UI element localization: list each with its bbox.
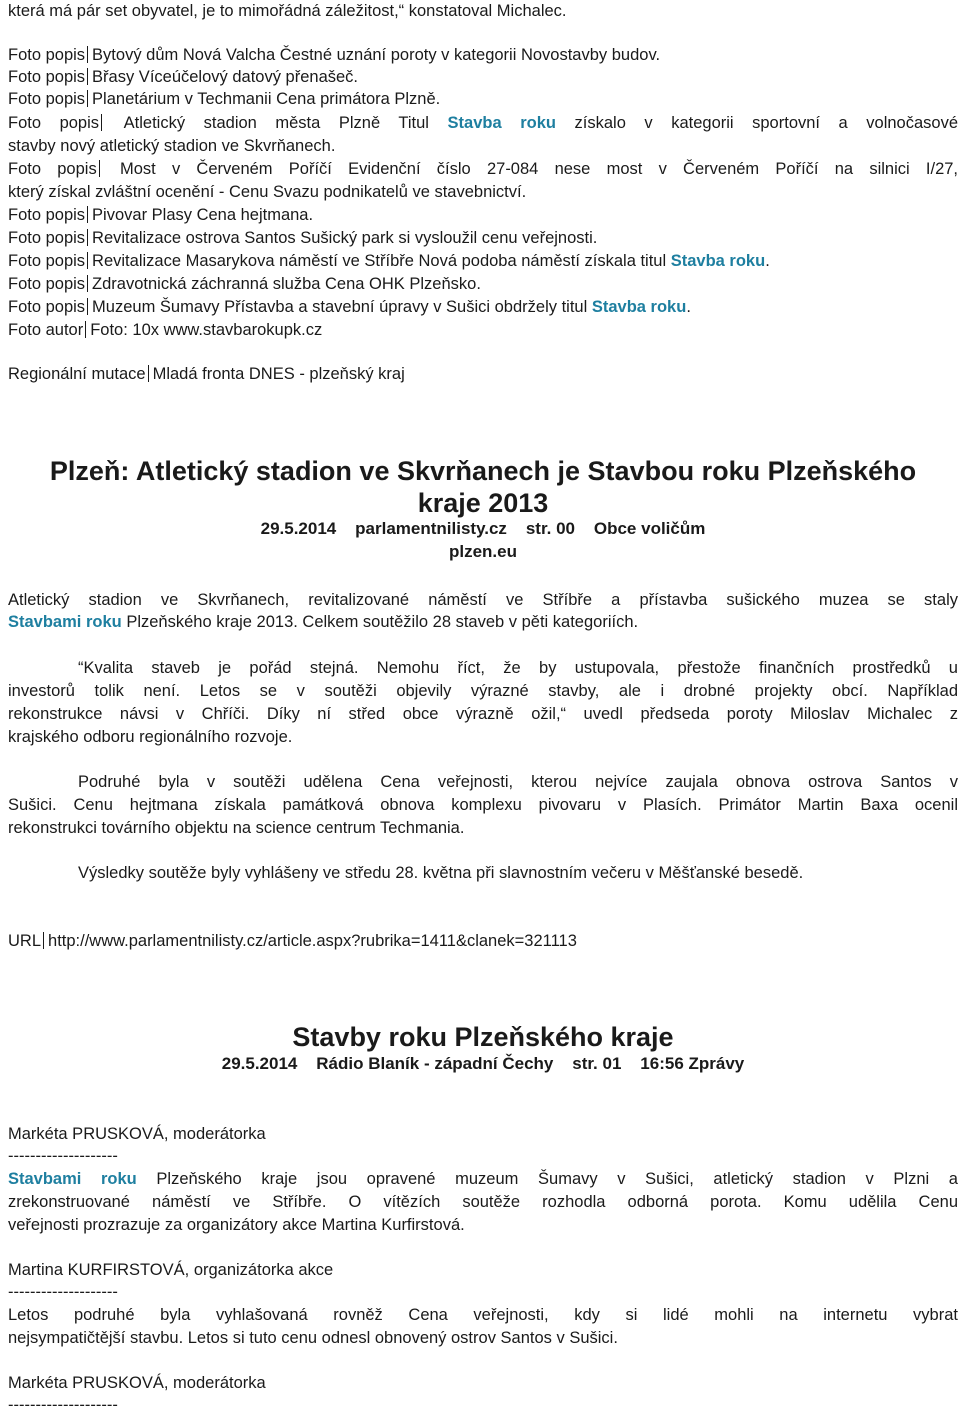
caption-text: Atletický stadion města Plzně Titul (123, 114, 429, 132)
caption-row (8, 296, 958, 318)
caption-label: Foto popis (8, 90, 86, 108)
paragraph-line: rekonstrukce návsi v Chříči. Díky ní střed obce výrazně ožil,“ uvedl předseda poroty Miloslav Michalec z (8, 705, 958, 723)
caption-row (8, 44, 958, 66)
caption-continuation: který získal zvláštní ocenění - Cenu Svazu podnikatelů ve stavebnictví. (8, 183, 527, 201)
caption-row (8, 319, 958, 341)
caption-text: Pivovar Plasy Cena hejtmana. (92, 206, 314, 224)
caption-row (8, 112, 958, 134)
caption-label: Foto popis (8, 206, 86, 224)
paragraph-line: rekonstrukci továrního objektu na science centrum Techmania. (8, 819, 465, 837)
mutation-text: Mladá fronta DNES - plzeňský kraj (152, 365, 405, 383)
highlight-stavba-roku: Stavba roku (591, 298, 687, 316)
caption-period: . (765, 252, 770, 270)
dash-separator: -------------------- (8, 1147, 118, 1165)
separator (99, 160, 100, 177)
separator (43, 932, 44, 949)
caption-row (8, 204, 958, 226)
separator (85, 321, 86, 338)
article-meta-source: plzen.eu (448, 542, 517, 561)
caption-text: Bytový dům Nová Valcha Čestné uznání poroty v kategorii Novostavby budov. (92, 46, 661, 64)
caption-label: Foto popis (8, 298, 86, 316)
paragraph-line: zrekonstruované náměstí ve Stříbře. O vítězích soutěže rozhodla odborná porota. Komu udělila Cenu (8, 1193, 958, 1211)
paragraph-line: krajského odboru regionálního rozvoje. (8, 728, 293, 746)
speaker-name: Martina KURFIRSTOVÁ, organizátorka akce (8, 1261, 334, 1279)
separator (87, 46, 88, 63)
separator (87, 252, 88, 269)
separator (101, 114, 102, 131)
article-url-row (8, 930, 958, 952)
caption-label: Foto autor (8, 321, 84, 339)
paragraph-line: Podruhé byla v soutěži udělena Cena veřejnosti, kterou nejvíce zaujala obnova ostrova Santos v (78, 773, 958, 791)
caption-text: Břasy Víceúčelový datový přenašeč. (92, 68, 359, 86)
separator (87, 298, 88, 315)
separator (87, 206, 88, 223)
speaker-name: Markéta PRUSKOVÁ, moderátorka (8, 1374, 266, 1392)
article-title-continuation: kraje 2013 (417, 488, 549, 518)
caption-continuation: stavby nový atletický stadion ve Skvrňanech. (8, 137, 336, 155)
paragraph-line: Výsledky soutěže byly vyhlášeny ve středu 28. května při slavnostním večeru v Měšťanské besedě. (78, 864, 804, 882)
caption-text: Most v Červeném Poříčí Evidenční číslo 27-084 nese most v Červeném Poříčí na silnici I/27, (119, 160, 959, 178)
paragraph-line: veřejnosti prozrazuje za organizátory akce Martina Kurfirstová. (8, 1216, 465, 1234)
caption-row (8, 88, 958, 110)
paragraph-line: “Kvalita staveb je pořád stejná. Nemohu říct, že by ustupovala, přestože finančních prostředků u (78, 659, 958, 677)
caption-label: Foto popis (8, 46, 86, 64)
paragraph-line: Sušici. Cenu hejtmana získala památková obnova komplexu pivovaru v Plasích. Primátor Martin Baxa ocenil (8, 796, 958, 814)
caption-text: Revitalizace Masarykova náměstí ve Stříbře Nová podoba náměstí získala titul (92, 252, 667, 270)
paragraph-line: Atletický stadion ve Skvrňanech, revitalizované náměstí ve Stříbře a přístavba sušického muzea se staly (8, 591, 958, 609)
article-title: Plzeň: Atletický stadion ve Skvrňanech je Stavbou roku Plzeňského (49, 456, 917, 486)
caption-row (8, 227, 958, 249)
separator (87, 275, 88, 292)
caption-label: Foto popis (8, 252, 86, 270)
caption-row (8, 250, 958, 272)
highlight-stavbami-roku: Stavbami roku (8, 1170, 137, 1188)
separator (87, 90, 88, 107)
dash-separator: -------------------- (8, 1283, 118, 1301)
paragraph-text: Plzeňského kraje 2013. Celkem soutěžilo 28 staveb v pěti kategoriích. (126, 613, 639, 631)
intro-line: která má pár set obyvatel, je to mimořádná záležitost,“ konstatoval Michalec. (8, 2, 567, 20)
article-url[interactable]: http://www.parlamentnilisty.cz/article.aspx?rubrika=1411&clanek=321113 (48, 932, 577, 950)
caption-label: Foto popis (8, 275, 86, 293)
article-meta: 29.5.2014 Rádio Blaník - západní Čechy str. 01 16:56 Zprávy (221, 1054, 745, 1073)
highlight-stavba-roku: Stavba roku (670, 252, 766, 270)
paragraph-line: Letos podruhé byla vyhlašovaná rovněž Cena veřejnosti, kdy si lidé mohli na internetu vybrat (8, 1306, 958, 1324)
caption-row (8, 66, 958, 88)
separator (148, 365, 149, 382)
highlight-stavba-roku: Stavba roku (447, 114, 556, 132)
url-label: URL (8, 932, 42, 950)
paragraph-line (8, 611, 958, 633)
article-title: Stavby roku Plzeňského kraje (292, 1022, 674, 1052)
caption-text: Foto: 10x www.stavbarokupk.cz (90, 321, 323, 339)
regional-mutation (8, 363, 958, 385)
speaker-name: Markéta PRUSKOVÁ, moderátorka (8, 1125, 266, 1143)
paragraph-line (8, 1168, 958, 1190)
dash-separator: -------------------- (8, 1396, 118, 1414)
caption-label: Foto popis (8, 229, 86, 247)
caption-label: Foto popis (8, 68, 86, 86)
caption-row (8, 158, 958, 180)
paragraph-line: nejsympatičtější stavbu. Letos si tuto cenu odnesl obnovený ostrov Santos v Sušici. (8, 1329, 618, 1347)
mutation-label: Regionální mutace (8, 365, 146, 383)
separator (87, 68, 88, 85)
caption-text: Planetárium v Techmanii Cena primátora Plzně. (92, 90, 441, 108)
caption-text: Revitalizace ostrova Santos Sušický park si vysloužil cenu veřejnosti. (92, 229, 598, 247)
caption-text: získalo v kategorii sportovní a volnočasové (574, 114, 958, 132)
caption-period: . (686, 298, 691, 316)
article-meta: 29.5.2014 parlamentnilisty.cz str. 00 Obce voličům (260, 519, 706, 538)
caption-row (8, 273, 958, 295)
caption-text: Zdravotnická záchranná služba Cena OHK Plzeňsko. (92, 275, 481, 293)
caption-text: Muzeum Šumavy Přístavba a stavební úpravy v Sušici obdržely titul (92, 298, 588, 316)
separator (87, 229, 88, 246)
caption-label: Foto popis (8, 114, 100, 132)
highlight-stavbami-roku: Stavbami roku (8, 613, 122, 631)
paragraph-text: Plzeňského kraje jsou opravené muzeum Šumavy v Sušici, atletický stadion v Plzni a (156, 1170, 958, 1188)
caption-label: Foto popis (8, 160, 97, 178)
paragraph-line: investorů tolik není. Letos se v soutěži objevily výrazné stavby, ale i drobné projekty obcí. Například (8, 682, 958, 700)
